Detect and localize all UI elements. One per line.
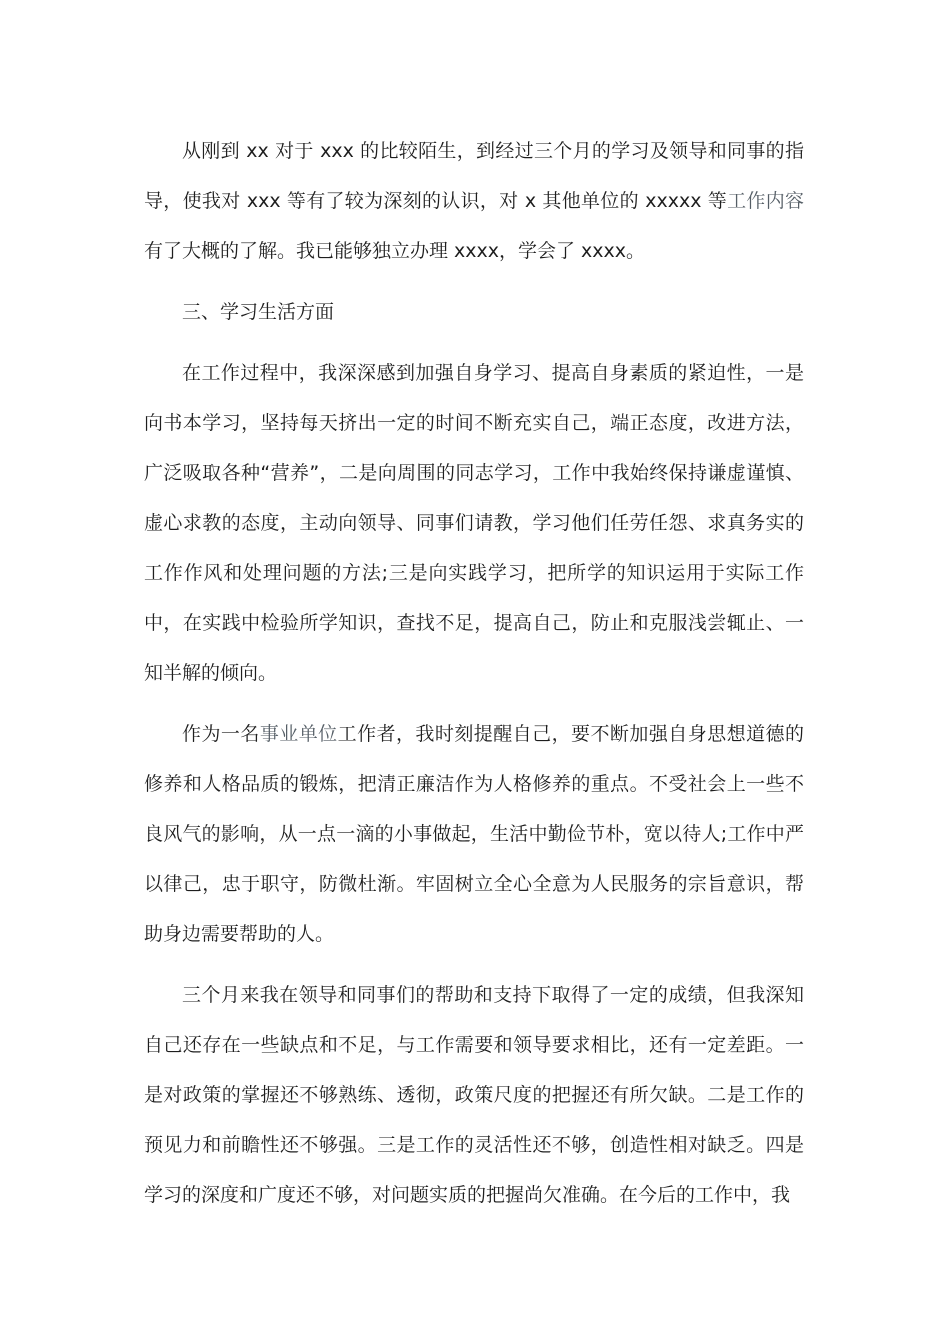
paragraph-integrity <box>144 709 804 959</box>
document-body <box>144 126 804 1231</box>
term-link-work-content[interactable]: 工作内容 <box>727 190 804 212</box>
section-heading: 三、学习生活方面 <box>182 301 335 323</box>
paragraph-text: 从刚到 xx 对于 xxx 的比较陌生，到经过三个月的学习及领导和同事的指导，使我对 xxx 等有了较为深刻的认识，对 x 其他单位的 xxxxx 等 <box>144 140 804 212</box>
term-link-public-institution[interactable]: 事业单位 <box>259 723 338 745</box>
paragraph-shortcomings: 三个月来我在领导和同事们的帮助和支持下取得了一定的成绩，但我深知自己还存在一些缺点和不足，与工作需要和领导要求相比，还有一定差距。一是对政策的掌握还不够熟练、透彻，政策尺度的把握还有所欠缺。二是工作的预见力和前瞻性还不够强。三是工作的灵活性还不够，创造性相对缺乏。四是学习的深度和广度还不够，对问题实质的把握尚欠准确。在今后的工作中，我 <box>144 984 804 1206</box>
paragraph-learning: 在工作过程中，我深深感到加强自身学习、提高自身素质的紧迫性，一是向书本学习，坚持每天挤出一定的时间不断充实自己，端正态度，改进方法，广泛吸取各种“营养”，二是向周围的同志学习，工作中我始终保持谦虚谨慎、虚心求教的态度，主动向领导、同事们请教，学习他们任劳任怨、求真务实的工作作风和处理问题的方法;三是向实践学习，把所学的知识运用于实际工作中，在实践中检验所学知识，查找不足，提高自己，防止和克服浅尝辄止、一知半解的倾向。 <box>144 362 804 684</box>
paragraph-text: 作为一名 <box>182 723 260 745</box>
paragraph-text: 有了大概的了解。我已能够独立办理 xxxx，学会了 xxxx。 <box>144 240 646 262</box>
paragraph-text: 工作者，我时刻提醒自己，要不断加强自身思想道德的修养和人格品质的锻炼，把清正廉洁作为人格修养的重点。不受社会上一些不良风气的影响，从一点一滴的小事做起，生活中勤俭节朴，宽以待人;工作中严以律己，忠于职守，防微杜渐。牢固树立全心全意为人民服务的宗旨意识，帮助身边需要帮助的人。 <box>144 723 804 945</box>
paragraph-familiarization <box>144 126 804 276</box>
